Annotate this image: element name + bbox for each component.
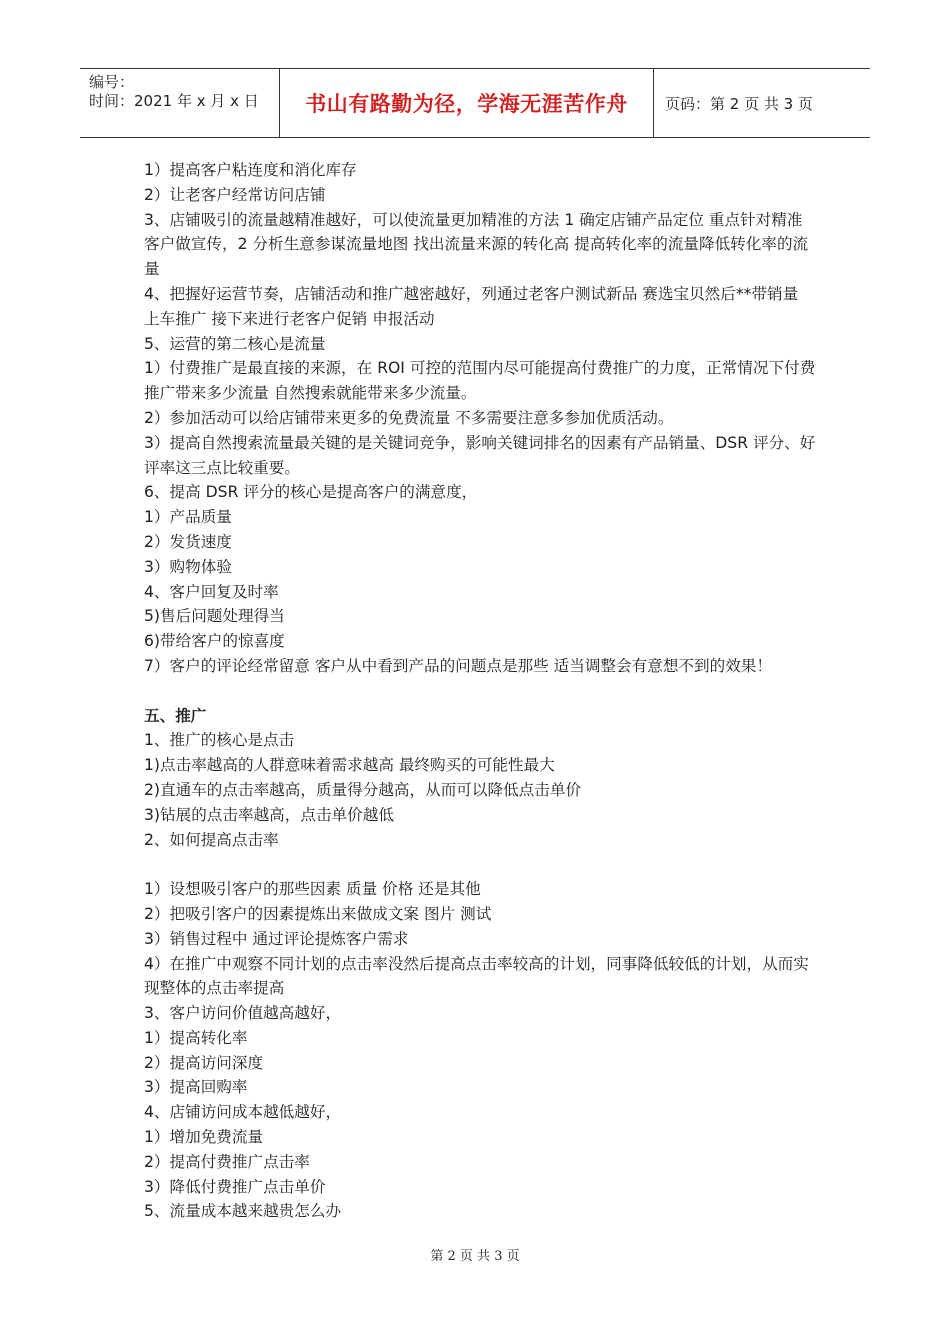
header-page-info: 页码：第 2 页 共 3 页 [665, 94, 813, 113]
body-line: 1）产品质量 [144, 508, 232, 527]
body-line: 5、运营的第二核心是流量 [144, 334, 326, 353]
body-line: 2）参加活动可以给店铺带来更多的免费流量 不多需要注意多参加优质活动。 [144, 408, 674, 427]
body-line: 5、流量成本越来越贵怎么办 [144, 1202, 342, 1221]
body-paragraph: 1）付费推广是最直接的来源，在 ROI 可控的范围内尽可能提高付费推广的力度，正常情况下付费推广带来多少流量 自然搜索就能带来多少流量。 [144, 359, 816, 403]
body-line: 6)带给客户的惊喜度 [144, 632, 285, 651]
body-line: 3、客户访问价值越高越好， [144, 1004, 342, 1023]
body-line: 2)直通车的点击率越高，质量得分越高，从而可以降低点击单价 [144, 780, 582, 799]
body-line: 1）增加免费流量 [144, 1128, 264, 1147]
body-paragraph: 4）在推广中观察不同计划的点击率没然后提高点击率较高的计划，同事降低较低的计划，从而实现整体的点击率提高 [144, 954, 809, 998]
body-line: 3）销售过程中 通过评论提炼客户需求 [144, 929, 409, 948]
body-line: 2、如何提高点击率 [144, 830, 279, 849]
page-footer: 第 2 页 共 3 页 [430, 1249, 520, 1264]
document-number-label: 编号： [89, 73, 135, 91]
body-line: 6、提高 DSR 评分的核心是提高客户的满意度， [144, 483, 478, 502]
body-line: 1）设想吸引客户的那些因素 质量 价格 还是其他 [144, 880, 481, 899]
body-line: 1）提高转化率 [144, 1028, 248, 1047]
paragraph-gap [144, 852, 816, 877]
body-line: 3）提高回购率 [144, 1078, 248, 1097]
body-line: 2）提高付费推广点击率 [144, 1152, 310, 1171]
body-line: 1、推广的核心是点击 [144, 731, 295, 750]
body-line: 4、客户回复及时率 [144, 582, 279, 601]
body-line: 3）降低付费推广点击单价 [144, 1177, 326, 1196]
header-meta-cell [80, 69, 280, 137]
body-line: 1）提高客户粘连度和消化库存 [144, 161, 357, 179]
body-paragraph: 3）提高自然搜索流量最关键的是关键词竞争，影响关键词排名的因素有产品销量、DSR 评分、好评率这三点比较重要。 [144, 433, 816, 477]
page-header [80, 68, 870, 138]
body-paragraph: 3、店铺吸引的流量越精准越好，可以使流量更加精准的方法 1 确定店铺产品定位 重点针对精准客户做宣传，2 分析生意参谋流量地图 找出流量来源的转化高 提高转化率的流量降低转化率的流量 [144, 210, 809, 279]
body-paragraph: 4、把握好运营节奏，店铺活动和推广越密越好，列通过老客户测试新品 赛选宝贝然后**带销量 上车推广 接下来进行老客户促销 申报活动 [144, 284, 799, 328]
document-body [144, 158, 816, 1224]
body-line: 3）购物体验 [144, 557, 232, 576]
body-line: 2）提高访问深度 [144, 1053, 264, 1072]
body-line: 7）客户的评论经常留意 客户从中看到产品的问题点是那些 适当调整会有意想不到的效果！ [144, 656, 772, 675]
body-line: 2）让老客户经常访问店铺 [144, 185, 326, 204]
body-line: 1)点击率越高的人群意味着需求越高 最终购买的可能性最大 [144, 756, 555, 775]
document-time-label: 时间：2021 年 x 月 x 日 [89, 92, 259, 110]
body-line: 4、店铺访问成本越低越好， [144, 1103, 342, 1122]
paragraph-gap [144, 679, 816, 704]
header-motto: 书山有路勤为径，学海无涯苦作舟 [280, 69, 654, 137]
section-heading: 五、推广 [144, 706, 207, 725]
body-line: 2）把吸引客户的因素提炼出来做成文案 图片 测试 [144, 904, 492, 923]
body-line: 2）发货速度 [144, 532, 232, 551]
body-line: 5)售后问题处理得当 [144, 607, 285, 626]
body-line: 3)钻展的点击率越高，点击单价越低 [144, 805, 394, 824]
